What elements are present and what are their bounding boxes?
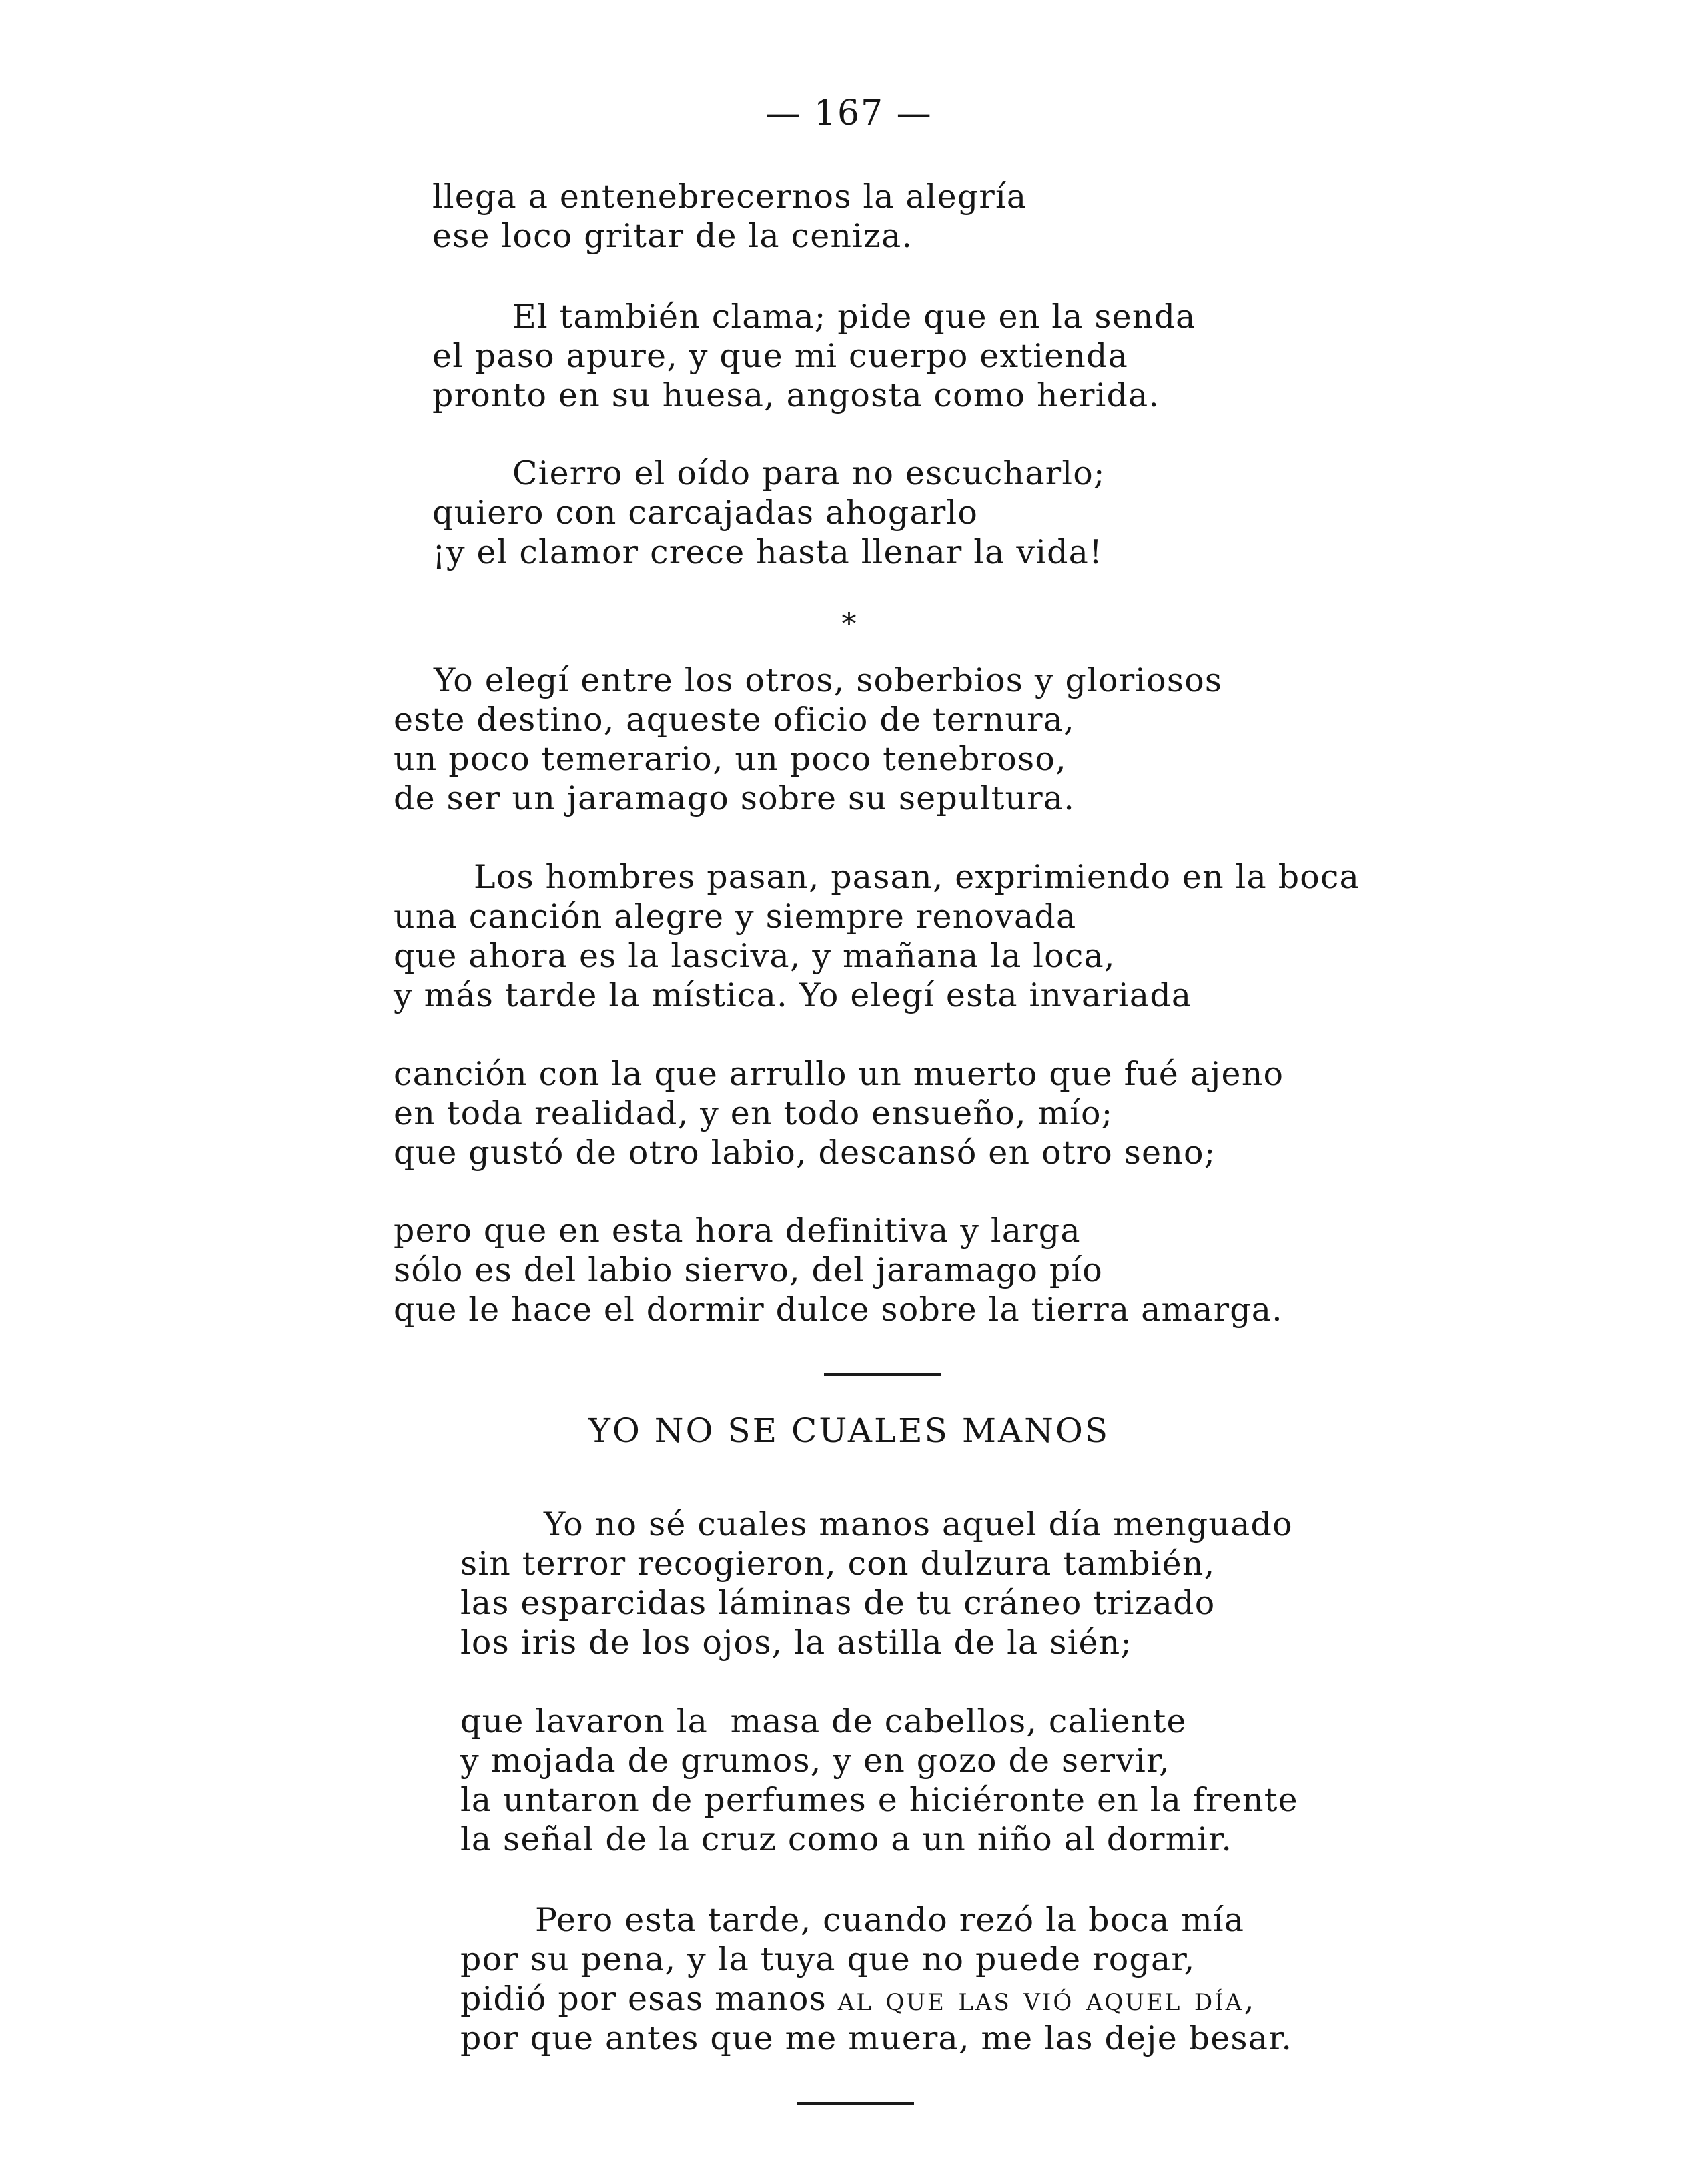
verse-line: Cierro el oído para no escucharlo; xyxy=(512,454,1106,492)
verse-line: sólo es del labio siervo, del jaramago pío xyxy=(394,1251,1104,1289)
verse-line: sin terror recogieron, con dulzura también, xyxy=(460,1545,1216,1583)
verse-line: ese loco gritar de la ceniza. xyxy=(432,217,913,255)
verse-line: Yo elegí entre los otros, soberbios y gloriosos xyxy=(434,661,1223,699)
smallcaps-phrase: al que las vió aquel día, xyxy=(837,1980,1256,2018)
stanza-middle-3 xyxy=(394,1054,1284,1172)
verse-line: el paso apure, y que mi cuerpo extienda xyxy=(432,337,1129,375)
verse-line: un poco temerario, un poco tenebroso, xyxy=(394,740,1067,778)
verse-line: El también clama; pide que en la senda xyxy=(512,298,1196,336)
verse-line: que gustó de otro labio, descansó en otro seno; xyxy=(394,1134,1216,1172)
poem-title: YO NO SE CUALES MANOS xyxy=(588,1411,1110,1450)
verse-line: pero que en esta hora definitiva y larga xyxy=(394,1212,1081,1250)
verse-line: de ser un jaramago sobre su sepultura. xyxy=(394,779,1076,817)
stanza-middle-1 xyxy=(394,661,1222,818)
section-separator-star: * xyxy=(841,607,857,641)
verse-line: una canción alegre y siempre renovada xyxy=(394,897,1077,936)
verse-line: ¡y el clamor crece hasta llenar la vida! xyxy=(432,533,1103,571)
verse-line: llega a entenebrecernos la alegría xyxy=(432,177,1027,216)
verse-line: la señal de la cruz como a un niño al dormir. xyxy=(460,1820,1233,1858)
verse-line: Pero esta tarde, cuando rezó la boca mía xyxy=(535,1901,1245,1939)
stanza-bottom-3 xyxy=(460,1900,1292,2058)
verse-line: Yo no sé cuales manos aquel día menguado xyxy=(544,1505,1293,1543)
stanza-middle-2 xyxy=(394,857,1360,1015)
verse-line: que lavaron la masa de cabellos, caliente xyxy=(460,1702,1187,1740)
verse-line: las esparcidas láminas de tu cráneo trizado xyxy=(460,1584,1216,1622)
page-number: — 167 — xyxy=(765,93,933,133)
verse-line: quiero con carcajadas ahogarlo xyxy=(432,494,979,532)
section-divider-rule xyxy=(824,1373,941,1376)
verse-line: por que antes que me muera, me las deje besar. xyxy=(460,2019,1293,2057)
verse-line: y más tarde la mística. Yo elegí esta invariada xyxy=(394,976,1192,1014)
verse-line: la untaron de perfumes e hiciéronte en la frente xyxy=(460,1781,1298,1819)
verse-line xyxy=(460,1979,1292,2019)
verse-line: y mojada de grumos, y en gozo de servir, xyxy=(460,1742,1170,1780)
verse-line: en toda realidad, y en todo ensueño, mío; xyxy=(394,1094,1114,1132)
stanza-top-3 xyxy=(432,454,1106,572)
verse-line: Los hombres pasan, pasan, exprimiendo en la boca xyxy=(474,858,1360,896)
stanza-bottom-1 xyxy=(460,1505,1293,1662)
stanza-bottom-2 xyxy=(460,1702,1298,1859)
verse-line: pronto en su huesa, angosta como herida. xyxy=(432,376,1160,414)
verse-line: canción con la que arrullo un muerto que fué ajeno xyxy=(394,1055,1284,1093)
verse-line: este destino, aqueste oficio de ternura, xyxy=(394,701,1075,739)
stanza-top-1 xyxy=(432,177,1027,256)
verse-line-start: pidió por esas manos xyxy=(460,1980,827,2018)
stanza-top-2 xyxy=(432,297,1196,415)
verse-line: que ahora es la lasciva, y mañana la loca, xyxy=(394,937,1116,975)
verse-line: los iris de los ojos, la astilla de la sién; xyxy=(460,1623,1133,1662)
verse-line: por su pena, y la tuya que no puede rogar, xyxy=(460,1940,1196,1978)
closing-divider-rule xyxy=(797,2102,914,2105)
verse-line: que le hace el dormir dulce sobre la tierra amarga. xyxy=(394,1291,1283,1329)
stanza-middle-4 xyxy=(394,1211,1283,1329)
